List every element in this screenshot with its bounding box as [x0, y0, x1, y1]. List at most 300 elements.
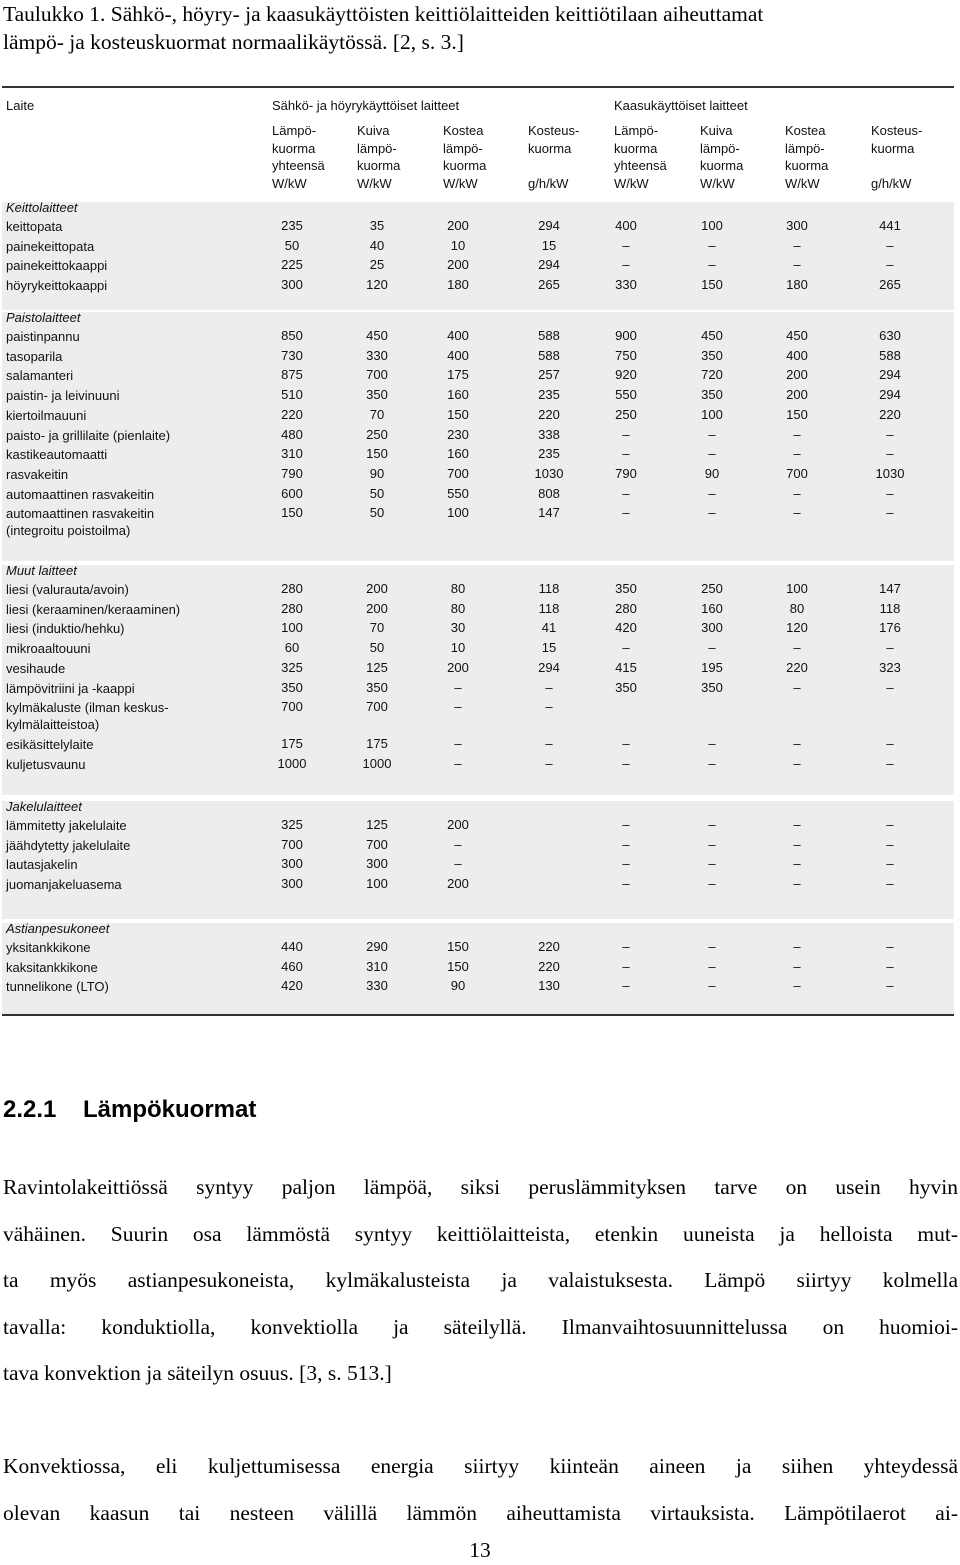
cell-value: 90: [704, 465, 720, 481]
cell-value: 180: [447, 277, 469, 293]
cell-value: 300: [281, 876, 303, 892]
cell-value: 200: [786, 387, 808, 403]
table-row: [2, 328, 954, 348]
cell-value: 350: [615, 581, 637, 596]
section-title: Keittolaitteet: [6, 200, 78, 215]
cell-value: 460: [281, 958, 303, 974]
cell-value: 400: [786, 347, 808, 363]
cell-value: –: [793, 426, 801, 442]
column-header: Lämpö- kuorma yhteensä: [614, 123, 667, 174]
cell-value: 150: [786, 406, 808, 422]
column-unit: g/h/kW: [871, 176, 912, 191]
table-row: [2, 959, 954, 979]
cell-value: 25: [369, 257, 385, 273]
cell-value: –: [793, 939, 801, 954]
cell-value: 160: [447, 446, 469, 462]
cell-value: 330: [366, 978, 388, 994]
cell-value: –: [886, 640, 894, 656]
cell-value: 450: [786, 328, 808, 343]
table-row: [2, 939, 954, 959]
row-label: mikroaaltouuni: [6, 641, 91, 657]
cell-value: 100: [786, 581, 808, 596]
cell-value: –: [793, 257, 801, 273]
cell-value: 35: [369, 218, 385, 233]
cell-value: 125: [366, 659, 388, 675]
row-label: tasoparila: [6, 348, 63, 364]
cell-value: –: [622, 755, 630, 771]
row-label: paistin- ja leivinuuni: [6, 388, 120, 404]
cell-value: 850: [281, 328, 303, 343]
cell-value: 323: [879, 659, 901, 675]
cell-value: 1030: [534, 465, 564, 481]
cell-value: –: [545, 679, 553, 695]
column-unit: W/kW: [357, 176, 392, 191]
cell-value: –: [886, 755, 894, 771]
cell-value: –: [622, 505, 630, 521]
table-row: [2, 367, 954, 387]
page-number: 13: [469, 1538, 491, 1562]
table-row: [2, 427, 954, 447]
cell-value: 200: [447, 817, 469, 832]
cell-value: 450: [366, 328, 388, 343]
cell-value: 630: [879, 328, 901, 343]
cell-value: –: [708, 836, 716, 852]
column-header: Kosteus- kuorma: [528, 123, 580, 156]
table-row: [2, 837, 954, 857]
cell-value: 588: [879, 347, 901, 363]
cell-value: –: [708, 978, 716, 994]
cell-value: 420: [615, 620, 637, 636]
column-header: Kosteus- kuorma: [871, 123, 923, 156]
header-group-electric: Sähkö- ja höyrykäyttöiset laitteet: [272, 98, 460, 113]
table-row: [2, 238, 954, 258]
column-unit: W/kW: [614, 176, 649, 191]
cell-value: 720: [701, 367, 723, 383]
row-label: höyrykeittokaappi: [6, 278, 108, 294]
cell-value: 808: [538, 485, 560, 501]
row-label: kylmäkaluste (ilman keskus- kylmälaitteistoa): [6, 700, 169, 733]
cell-value: –: [886, 856, 894, 872]
cell-value: –: [886, 505, 894, 521]
cell-value: –: [708, 755, 716, 771]
cell-value: –: [886, 876, 894, 892]
cell-value: 230: [447, 426, 469, 442]
cell-value: 80: [450, 600, 466, 616]
cell-value: –: [793, 679, 801, 695]
row-label: liesi (valurauta/avoin): [6, 582, 129, 597]
cell-value: –: [454, 836, 462, 852]
cell-value: 350: [701, 387, 723, 403]
cell-value: 200: [366, 600, 388, 616]
section-heading: [3, 1096, 256, 1124]
table-row: [2, 978, 954, 998]
cell-value: –: [545, 755, 553, 771]
row-label: kaksitankkikone: [6, 959, 98, 975]
cell-value: 10: [450, 640, 466, 656]
cell-value: 15: [541, 640, 557, 656]
cell-value: –: [886, 939, 894, 954]
cell-value: 325: [281, 817, 303, 832]
table-row: [2, 856, 954, 876]
cell-value: –: [886, 426, 894, 442]
cell-value: 700: [366, 699, 388, 715]
cell-value: 350: [366, 679, 388, 695]
cell-value: 200: [447, 659, 469, 675]
caption-line-1: Taulukko 1. Sähkö-, höyry- ja kaasukäyttöisten keittiölaitteiden keittiötilaan aiheuttamat: [3, 2, 764, 26]
table-row: [2, 407, 954, 427]
table-row: [2, 601, 954, 621]
cell-value: 700: [281, 699, 303, 715]
row-label: paisto- ja grillilaite (pienlaite): [6, 427, 171, 443]
cell-value: 100: [447, 505, 469, 521]
cell-value: –: [886, 485, 894, 501]
cell-value: 118: [538, 581, 560, 596]
cell-value: 235: [538, 446, 560, 462]
cell-value: 310: [366, 958, 388, 974]
table-row: [2, 680, 954, 700]
cell-value: 1000: [277, 755, 307, 771]
cell-value: –: [622, 485, 630, 501]
cell-value: 441: [879, 218, 901, 233]
column-unit: W/kW: [443, 176, 478, 191]
cell-value: –: [622, 856, 630, 872]
cell-value: –: [708, 485, 716, 501]
cell-value: –: [886, 958, 894, 974]
cell-value: –: [886, 679, 894, 695]
cell-value: 700: [786, 465, 808, 481]
cell-value: 120: [786, 620, 808, 636]
cell-value: –: [708, 426, 716, 442]
cell-value: –: [622, 939, 630, 954]
cell-value: 41: [541, 620, 557, 636]
cell-value: 480: [281, 426, 303, 442]
table-row: [2, 446, 954, 466]
cell-value: 450: [701, 328, 723, 343]
section-title: Astianpesukoneet: [6, 921, 110, 936]
cell-value: 280: [281, 581, 303, 596]
cell-value: 147: [879, 581, 901, 596]
cell-value: 50: [369, 640, 385, 656]
cell-value: 175: [281, 735, 303, 751]
row-label: kuljetusvaunu: [6, 756, 86, 772]
table-section: [2, 312, 954, 561]
cell-value: –: [793, 755, 801, 771]
column-header: Lämpö- kuorma yhteensä: [272, 123, 325, 174]
cell-value: 790: [615, 465, 637, 481]
cell-value: 50: [369, 505, 385, 521]
cell-value: 176: [879, 620, 901, 636]
row-label: vesihaude: [6, 660, 66, 676]
cell-value: 400: [615, 218, 637, 233]
table-row: [2, 257, 954, 277]
section-title: Paistolaitteet: [6, 310, 81, 325]
cell-value: –: [622, 237, 630, 253]
cell-value: 700: [366, 367, 388, 383]
cell-value: 250: [366, 426, 388, 442]
cell-value: 150: [281, 505, 303, 521]
cell-value: 50: [369, 485, 385, 501]
cell-value: 400: [447, 347, 469, 363]
paragraph-line: Konvektiossa, eli kuljettumisessa energia siirtyy kiinteän aineen ja siihen yhteydessä: [3, 1454, 958, 1478]
row-label: automaattinen rasvakeitin (integroitu poistoilma): [6, 506, 155, 539]
section-title: Muut laitteet: [6, 563, 77, 578]
cell-value: –: [886, 817, 894, 832]
row-label: automaattinen rasvakeitin: [6, 486, 155, 502]
cell-value: 225: [281, 257, 303, 273]
cell-value: 350: [701, 679, 723, 695]
cell-value: –: [708, 237, 716, 253]
cell-value: 200: [366, 581, 388, 596]
paragraph-line: ta myös astianpesukoneista, kylmäkalusteista ja valaistuksesta. Lämpö siirtyy kolmella: [3, 1268, 958, 1292]
cell-value: 30: [450, 620, 466, 636]
cell-value: –: [793, 856, 801, 872]
cell-value: –: [708, 856, 716, 872]
table-section: [2, 565, 954, 795]
cell-value: 300: [281, 856, 303, 872]
cell-value: 300: [701, 620, 723, 636]
cell-value: 220: [538, 939, 560, 954]
row-label: kiertoilmauuni: [6, 407, 87, 423]
cell-value: –: [454, 699, 462, 715]
cell-value: 10: [450, 237, 466, 253]
row-label: lämpövitriini ja -kaappi: [6, 680, 135, 696]
cell-value: 600: [281, 485, 303, 501]
cell-value: –: [793, 958, 801, 974]
cell-value: –: [622, 257, 630, 273]
table-caption: [3, 0, 958, 56]
cell-value: 195: [701, 659, 723, 675]
cell-value: 294: [879, 387, 901, 403]
cell-value: –: [793, 640, 801, 656]
cell-value: 300: [366, 856, 388, 872]
cell-value: 550: [615, 387, 637, 403]
cell-value: 294: [538, 257, 560, 273]
cell-value: 118: [538, 600, 560, 616]
cell-value: 310: [281, 446, 303, 462]
cell-value: –: [708, 446, 716, 462]
cell-value: 1030: [875, 465, 905, 481]
cell-value: 80: [450, 581, 466, 596]
cell-value: –: [622, 426, 630, 442]
caption-line-2: lämpö- ja kosteuskuormat normaalikäytössä. [2, s. 3.]: [3, 30, 464, 54]
cell-value: –: [622, 640, 630, 656]
cell-value: 100: [281, 620, 303, 636]
cell-value: –: [454, 755, 462, 771]
paragraph-line: tavalla: konduktiolla, konvektiolla ja säteilyllä. Ilmanvaihtosuunnittelussa on huomioi-: [3, 1314, 958, 1339]
cell-value: 235: [281, 218, 303, 233]
cell-value: 220: [879, 406, 901, 422]
cell-value: 200: [786, 367, 808, 383]
cell-value: 180: [786, 277, 808, 293]
cell-value: 330: [366, 347, 388, 363]
cell-value: –: [622, 876, 630, 892]
row-label: kastikeautomaatti: [6, 447, 108, 463]
row-label: lämmitetty jakelulaite: [6, 818, 127, 833]
table-row: [2, 387, 954, 407]
row-label: liesi (keraaminen/keraaminen): [6, 601, 181, 617]
table-row: [2, 699, 954, 733]
cell-value: 200: [447, 257, 469, 273]
table-row: [2, 756, 954, 776]
cell-value: –: [622, 735, 630, 751]
cell-value: 147: [538, 505, 560, 521]
cell-value: 1000: [362, 755, 392, 771]
column-unit: W/kW: [272, 176, 307, 191]
column-header: Kuiva lämpö- kuorma: [700, 123, 744, 174]
section-title: Jakelulaitteet: [6, 799, 82, 814]
table-row: [2, 277, 954, 297]
cell-value: 700: [281, 836, 303, 852]
cell-value: 900: [615, 328, 637, 343]
section-title: Lämpökuormat: [83, 1096, 257, 1123]
cell-value: 150: [366, 446, 388, 462]
cell-value: 100: [701, 406, 723, 422]
table-row: [2, 218, 954, 238]
cell-value: 330: [615, 277, 637, 293]
cell-value: –: [793, 735, 801, 751]
cell-value: 70: [369, 406, 385, 422]
cell-value: –: [708, 876, 716, 892]
table-row: [2, 486, 954, 506]
cell-value: –: [886, 735, 894, 751]
cell-value: 70: [369, 620, 385, 636]
section-number: 2.2.1: [3, 1096, 57, 1123]
table-row: [2, 876, 954, 896]
cell-value: 875: [281, 367, 303, 383]
cell-value: –: [886, 446, 894, 462]
cell-value: 265: [879, 277, 901, 293]
header-device: Laite: [6, 98, 35, 113]
cell-value: –: [708, 257, 716, 273]
cell-value: –: [793, 446, 801, 462]
cell-value: –: [886, 237, 894, 253]
cell-value: 220: [538, 958, 560, 974]
cell-value: 550: [447, 485, 469, 501]
cell-value: –: [886, 836, 894, 852]
table-row: [2, 660, 954, 680]
cell-value: 280: [615, 600, 637, 616]
paragraph-line: tava konvektion ja säteilyn osuus. [3, s. 513.]: [3, 1361, 392, 1385]
cell-value: 150: [447, 406, 469, 422]
row-label: esikäsittelylaite: [6, 736, 94, 752]
cell-value: –: [793, 978, 801, 994]
column-header: Kostea lämpö- kuorma: [785, 123, 829, 174]
header-group-gas: Kaasukäyttöiset laitteet: [614, 98, 748, 113]
table-row: [2, 640, 954, 660]
cell-value: 220: [538, 406, 560, 422]
table-section: [2, 202, 954, 310]
cell-value: –: [622, 978, 630, 994]
row-label: liesi (induktio/hehku): [6, 621, 125, 637]
cell-value: 790: [281, 465, 303, 481]
cell-value: 125: [366, 817, 388, 832]
cell-value: 415: [615, 659, 637, 675]
cell-value: 420: [281, 978, 303, 994]
table-section: [2, 801, 954, 919]
cell-value: –: [793, 237, 801, 253]
table-row: [2, 620, 954, 640]
cell-value: –: [708, 505, 716, 521]
column-unit: g/h/kW: [528, 176, 569, 191]
paragraph-heat-loads: [3, 1164, 958, 1397]
cell-value: 175: [447, 367, 469, 383]
table-bottom-rule: [2, 1014, 954, 1016]
paragraph-line: Ravintolakeittiössä syntyy paljon lämpöä, siksi peruslämmityksen tarve on usein hyvin: [3, 1175, 958, 1199]
cell-value: 265: [538, 277, 560, 293]
cell-value: 290: [366, 939, 388, 954]
cell-value: –: [622, 958, 630, 974]
cell-value: –: [708, 939, 716, 954]
cell-value: 338: [538, 426, 560, 442]
cell-value: 60: [284, 640, 300, 656]
row-label: painekeittokaappi: [6, 258, 108, 274]
cell-value: –: [622, 817, 630, 832]
paragraph-line: vähäinen. Suurin osa lämmöstä syntyy keittiölaitteista, etenkin uuneista ja helloista mut-: [3, 1221, 958, 1246]
row-label: juomanjakeluasema: [6, 877, 122, 893]
cell-value: –: [708, 817, 716, 832]
cell-value: 118: [879, 600, 901, 616]
row-label: rasvakeitin: [6, 466, 69, 482]
row-label: keittopata: [6, 219, 63, 234]
paragraph-convection: [3, 1443, 958, 1536]
cell-value: 400: [447, 328, 469, 343]
cell-value: 588: [538, 347, 560, 363]
table-row: [2, 466, 954, 486]
row-label: tunnelikone (LTO): [6, 979, 109, 995]
cell-value: 150: [701, 277, 723, 293]
cell-value: 220: [786, 659, 808, 675]
cell-value: –: [793, 836, 801, 852]
cell-value: 700: [366, 836, 388, 852]
cell-value: 150: [447, 958, 469, 974]
cell-value: –: [545, 735, 553, 751]
row-label: salamanteri: [6, 368, 74, 384]
cell-value: 250: [615, 406, 637, 422]
row-label: painekeittopata: [6, 238, 95, 254]
cell-value: –: [793, 505, 801, 521]
cell-value: –: [454, 735, 462, 751]
cell-value: 50: [284, 237, 300, 253]
column-header: Kostea lämpö- kuorma: [443, 123, 487, 174]
row-label: lautasjakelin: [6, 857, 78, 873]
cell-value: 15: [541, 237, 557, 253]
cell-value: 100: [701, 218, 723, 233]
cell-value: 150: [447, 939, 469, 954]
cell-value: 294: [538, 218, 560, 233]
cell-value: 294: [879, 367, 901, 383]
cell-value: 510: [281, 387, 303, 403]
cell-value: –: [454, 856, 462, 872]
cell-value: 175: [366, 735, 388, 751]
table-header: [2, 88, 954, 202]
cell-value: 588: [538, 328, 560, 343]
cell-value: –: [793, 485, 801, 501]
cell-value: –: [545, 699, 553, 715]
cell-value: –: [622, 836, 630, 852]
cell-value: 730: [281, 347, 303, 363]
cell-value: 100: [366, 876, 388, 892]
cell-value: 160: [447, 387, 469, 403]
cell-value: 280: [281, 600, 303, 616]
paragraph-line: olevan kaasun tai nesteen välillä lämmön aiheuttamista virtauksista. Lämpötilaerot ai-: [3, 1500, 958, 1525]
table-row: [2, 817, 954, 837]
cell-value: 350: [281, 679, 303, 695]
cell-value: –: [886, 257, 894, 273]
row-label: yksitankkikone: [6, 940, 91, 955]
cell-value: 90: [450, 978, 466, 994]
cell-value: 250: [701, 581, 723, 596]
cell-value: –: [708, 958, 716, 974]
